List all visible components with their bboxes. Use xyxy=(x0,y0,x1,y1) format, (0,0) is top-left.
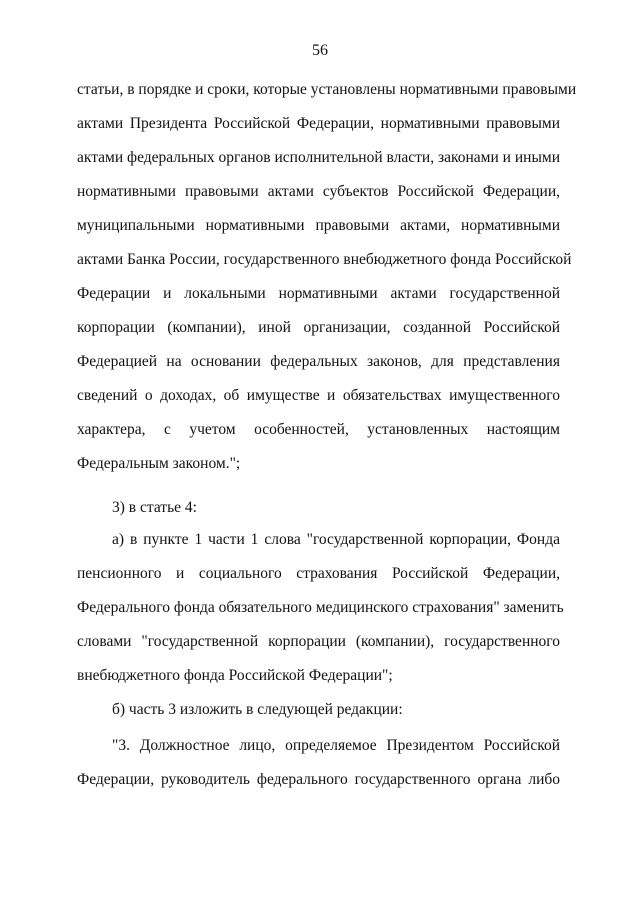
text-line: Федеральным законом."; xyxy=(77,455,241,472)
text-line: словами "государственной корпорации (компании), государственного xyxy=(77,633,560,650)
text-line: "3. Должностное лицо, определяемое Президентом Российской xyxy=(112,737,560,754)
paragraph-2 xyxy=(77,491,560,525)
paragraph-1 xyxy=(77,73,577,481)
text-line: Федерацией на основании федеральных законов, для представления xyxy=(77,353,560,370)
text-line: корпорации (компании), иной организации, созданной Российской xyxy=(77,319,560,336)
text-line: актами Банка России, государственного внебюджетного фонда Российской xyxy=(77,251,572,268)
text-line: а) в пункте 1 части 1 слова "государственной корпорации, Фонда xyxy=(112,531,560,548)
text-line: пенсионного и социального страхования Российской Федерации, xyxy=(77,565,560,582)
text-line: Федерального фонда обязательного медицинского страхования" заменить xyxy=(77,599,564,616)
text-line: актами федеральных органов исполнительной власти, законами и иными xyxy=(77,149,560,166)
text-line: сведений о доходах, об имуществе и обязательствах имущественного xyxy=(77,387,560,404)
text-line: актами Президента Российской Федерации, нормативными правовыми xyxy=(77,115,560,132)
text-line: характера, с учетом особенностей, установленных настоящим xyxy=(77,421,560,438)
text-line: 3) в статье 4: xyxy=(112,499,197,516)
text-line: статьи, в порядке и сроки, которые установлены нормативными правовыми xyxy=(77,81,577,98)
paragraph-3 xyxy=(77,523,564,693)
text-line: муниципальными нормативными правовыми актами, нормативными xyxy=(77,217,560,234)
page-number: 56 xyxy=(312,42,328,59)
text-line: б) часть 3 изложить в следующей редакции: xyxy=(112,701,403,718)
text-line: Федерации и локальными нормативными актами государственной xyxy=(77,285,560,302)
text-line: Федерации, руководитель федерального государственного органа либо xyxy=(77,771,560,788)
paragraph-4 xyxy=(77,693,560,727)
paragraph-5 xyxy=(77,729,560,797)
text-line: внебюджетного фонда Российской Федерации"; xyxy=(77,667,393,684)
text-line: нормативными правовыми актами субъектов Российской Федерации, xyxy=(77,183,560,200)
